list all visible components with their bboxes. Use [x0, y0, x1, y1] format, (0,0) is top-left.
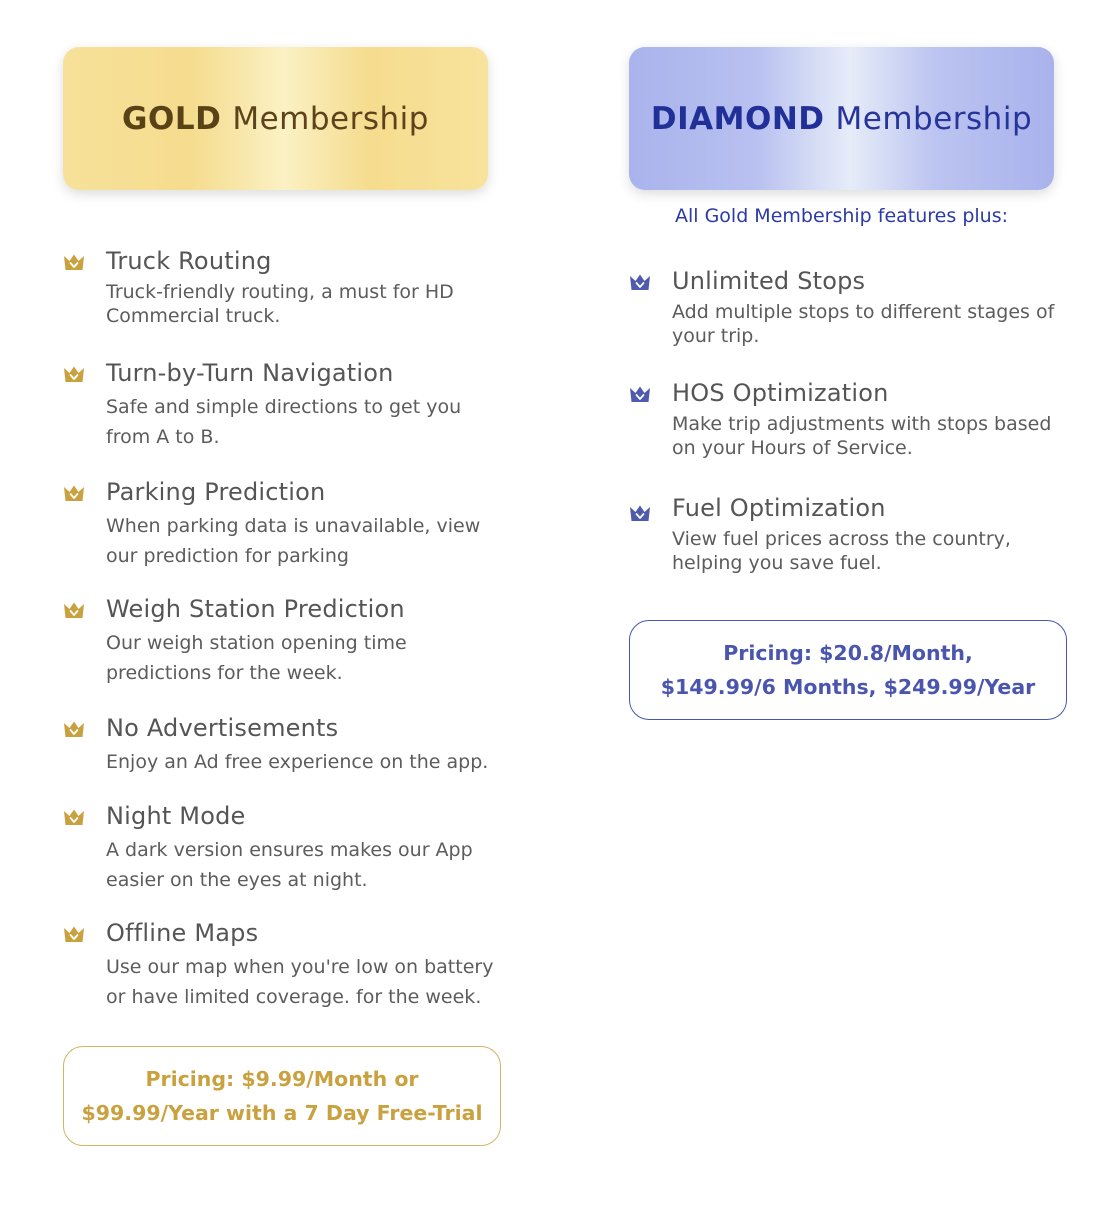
feature-title: Unlimited Stops	[672, 267, 866, 295]
feature-description: Add multiple stops to different stages of your trip.	[672, 301, 1055, 347]
feature-description: Enjoy an Ad free experience on the app.	[106, 751, 489, 773]
feature-title: Parking Prediction	[106, 478, 326, 506]
gold-pricing-line: Pricing: $9.99/Month or	[145, 1067, 419, 1091]
gold-tier-suffix: Membership	[232, 100, 429, 137]
crown-icon	[63, 925, 85, 943]
crown-icon	[63, 601, 85, 619]
crown-icon	[63, 253, 85, 271]
feature-title: HOS Optimization	[672, 379, 889, 407]
feature-description: Use our map when you're low on battery or have limited coverage. for the week.	[106, 956, 494, 1008]
feature-description: View fuel prices across the country, helping you save fuel.	[672, 528, 1011, 574]
feature-title: Turn-by-Turn Navigation	[106, 359, 394, 387]
crown-icon	[629, 504, 651, 522]
diamond-subtitle: All Gold Membership features plus:	[674, 205, 1008, 227]
crown-icon	[629, 273, 651, 291]
feature-title: Offline Maps	[106, 919, 259, 947]
crown-icon	[63, 484, 85, 502]
feature-description: Our weigh station opening time predictions for the week.	[106, 632, 407, 684]
feature-description: When parking data is unavailable, view our prediction for parking	[106, 515, 481, 567]
feature-description: Make trip adjustments with stops based on your Hours of Service.	[672, 413, 1052, 459]
gold-pricing-box[interactable]	[63, 1046, 501, 1146]
feature-description: Safe and simple directions to get you from A to B.	[106, 396, 462, 448]
diamond-pricing-line: $149.99/6 Months, $249.99/Year	[660, 675, 1036, 699]
crown-icon	[63, 808, 85, 826]
feature-description: A dark version ensures makes our App easier on the eyes at night.	[106, 839, 473, 891]
diamond-pricing-line: Pricing: $20.8/Month,	[723, 641, 973, 665]
feature-title: Fuel Optimization	[672, 494, 886, 522]
feature-title: Weigh Station Prediction	[106, 595, 405, 623]
gold-pricing-line: $99.99/Year with a 7 Day Free-Trial	[81, 1101, 483, 1125]
feature-title: Truck Routing	[106, 247, 272, 275]
gold-tier-label: GOLD	[122, 100, 222, 137]
crown-icon	[63, 720, 85, 738]
feature-title: No Advertisements	[106, 714, 339, 742]
diamond-tier-label: DIAMOND	[650, 100, 825, 137]
feature-title: Night Mode	[106, 802, 246, 830]
feature-description: Truck-friendly routing, a must for HD Commercial truck.	[106, 281, 454, 327]
crown-icon	[629, 385, 651, 403]
diamond-tier-suffix: Membership	[835, 100, 1033, 137]
gold-membership-banner[interactable]	[63, 47, 488, 190]
diamond-pricing-box[interactable]	[629, 620, 1067, 720]
crown-icon	[63, 365, 85, 383]
diamond-membership-banner[interactable]	[629, 47, 1054, 190]
